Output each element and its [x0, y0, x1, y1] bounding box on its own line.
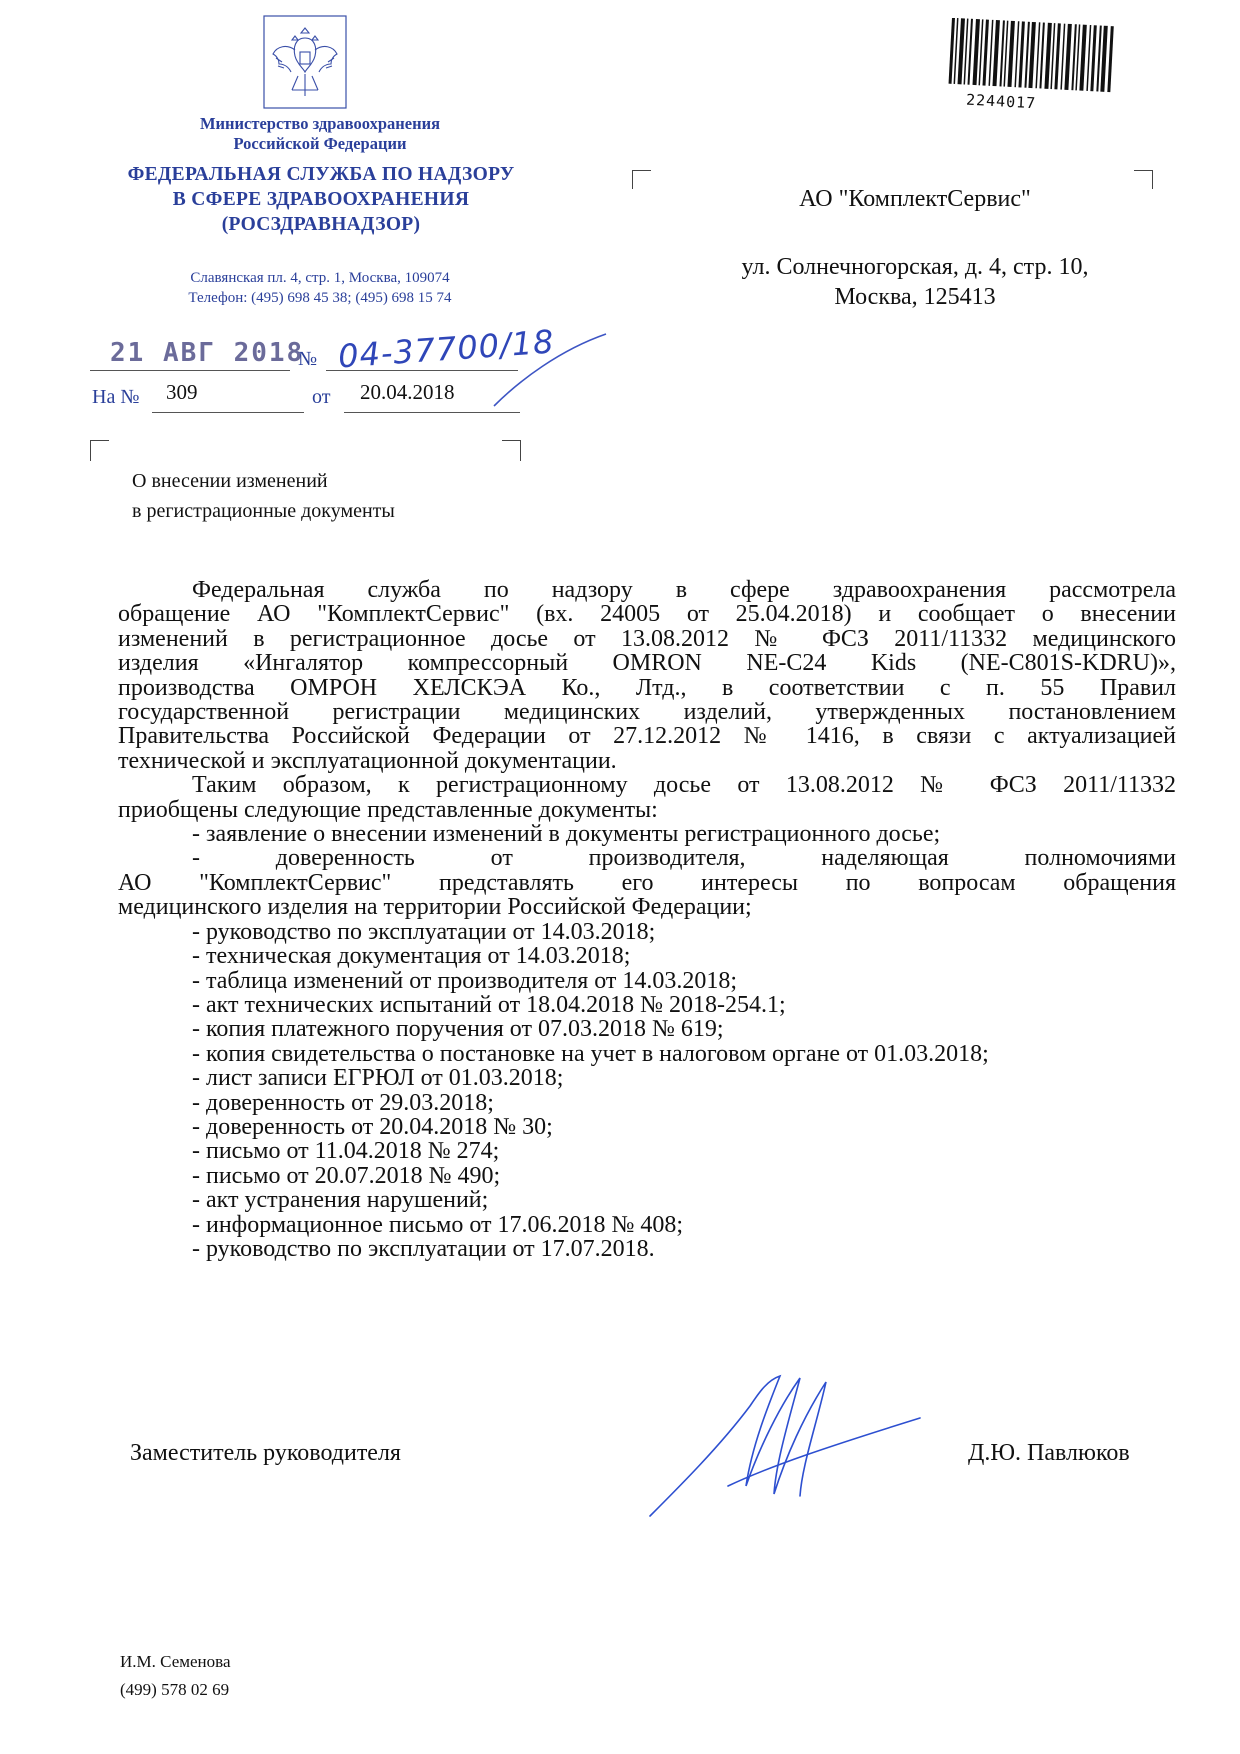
executor-phone: (499) 578 02 69: [120, 1680, 230, 1699]
body-line: государственной регистрации медицинских изделий, утвержденных постановлением: [118, 699, 1176, 726]
list-item: - письмо от 11.04.2018 № 274;: [192, 1138, 500, 1165]
reference-number-underline: [152, 412, 304, 413]
addressee-name: АО "КомплектСервис": [799, 186, 1031, 212]
service-name: [76, 162, 566, 237]
list-item: - заявление о внесении изменений в документы регистрационного досье;: [192, 821, 941, 848]
barcode-icon: [944, 18, 1120, 98]
list-item: - лист записи ЕГРЮЛ от 01.03.2018;: [192, 1065, 564, 1092]
addressee-address: [680, 252, 1150, 312]
reference-date: 20.04.2018: [360, 380, 455, 404]
body-line: Федеральная служба по надзору в сфере здравоохранения рассмотрела: [192, 577, 1176, 603]
body-line: Правительства Российской Федерации от 27.12.2012 № 1416, в связи с актуализацией: [118, 723, 1176, 750]
list-item: - техническая документация от 14.03.2018;: [192, 943, 631, 970]
addressee-city: Москва, 125413: [834, 284, 996, 310]
subject-line-2: в регистрационные документы: [132, 500, 395, 522]
reference-date-underline: [344, 412, 520, 413]
list-item: - письмо от 20.07.2018 № 490;: [192, 1162, 501, 1189]
letter-body: [118, 578, 1176, 1261]
registration-number-label: №: [298, 348, 318, 370]
registration-date-underline: [90, 370, 290, 371]
service-line-1: ФЕДЕРАЛЬНАЯ СЛУЖБА ПО НАДЗОРУ: [127, 164, 515, 185]
executor-name: И.М. Семенова: [120, 1652, 231, 1671]
list-item: - доверенность от 20.04.2018 № 30;: [192, 1113, 553, 1140]
addressee-street: ул. Солнечногорская, д. 4, стр. 10,: [741, 254, 1089, 280]
reference-number-label: На №: [92, 386, 140, 408]
list-item: - руководство по эксплуатации от 17.07.2018.: [192, 1235, 655, 1262]
service-contacts: [100, 268, 540, 308]
list-item: - руководство по эксплуатации от 14.03.2018;: [192, 918, 656, 945]
list-item: - информационное письмо от 17.06.2018 № 408;: [192, 1211, 684, 1238]
list-item: - доверенность от производителя, наделяющая полномочиями: [192, 845, 1176, 872]
registration-number-handwritten: 04-37700/18: [336, 322, 556, 376]
body-line: приобщены следующие представленные документы:: [118, 796, 658, 823]
signature-icon: [640, 1366, 930, 1526]
address-corner-right: [1134, 170, 1153, 189]
address-corner-left: [632, 170, 651, 189]
list-item: - таблица изменений от производителя от 14.03.2018;: [192, 967, 738, 994]
barcode-number: 2244017: [965, 90, 1037, 113]
handwritten-stroke-icon: [490, 330, 610, 410]
registration-date-stamp: 21 АВГ 2018: [110, 338, 305, 368]
service-address: Славянская пл. 4, стр. 1, Москва, 109074: [190, 270, 450, 286]
reference-number: 309: [166, 380, 198, 404]
signer-name: Д.Ю. Павлюков: [968, 1440, 1130, 1466]
body-line: обращение АО "КомплектСервис" (вх. 24005 от 25.04.2018) и сообщает о внесении: [118, 601, 1176, 628]
body-line: изменений в регистрационное досье от 13.08.2012 № ФСЗ 2011/11332 медицинского: [118, 625, 1176, 652]
ministry-line-2: Российской Федерации: [233, 134, 407, 153]
list-item: - акт технических испытаний от 18.04.2018 № 2018-254.1;: [192, 991, 786, 1018]
service-line-2: В СФЕРЕ ЗДРАВООХРАНЕНИЯ: [172, 189, 470, 210]
service-phone: Телефон: (495) 698 45 38; (495) 698 15 74: [188, 290, 452, 306]
subject-corner-right: [502, 440, 521, 461]
reference-date-label: от: [312, 386, 331, 408]
ministry-line-1: Министерство здравоохранения: [199, 114, 441, 133]
body-line: изделия «Ингалятор компрессорный OMRON NE-C24 Kids (NE-C801S-KDRU)»,: [118, 650, 1176, 677]
letter-subject: [132, 466, 532, 526]
body-line: производства ОМРОН ХЕЛСКЭА Ко., Лтд., в соответствии с п. 55 Правил: [118, 674, 1176, 701]
list-item: - акт устранения нарушений;: [192, 1187, 489, 1214]
body-line: технической и эксплуатационной документации.: [118, 747, 617, 774]
ministry-name: [120, 114, 520, 154]
list-item: - копия свидетельства о постановке на учет в налоговом органе от 01.03.2018;: [192, 1040, 989, 1067]
executor-info: [120, 1648, 230, 1704]
signer-position: Заместитель руководителя: [130, 1440, 401, 1466]
list-item-continuation: медицинского изделия на территории Российской Федерации;: [118, 894, 752, 921]
subject-line-1: О внесении изменений: [132, 470, 328, 492]
list-item: - копия платежного поручения от 07.03.2018 № 619;: [192, 1016, 724, 1043]
service-line-3: (РОСЗДРАВНАДЗОР): [221, 214, 421, 235]
coat-of-arms-icon: [262, 14, 348, 110]
body-line: Таким образом, к регистрационному досье от 13.08.2012 № ФСЗ 2011/11332: [192, 772, 1176, 799]
subject-corner-left: [90, 440, 109, 461]
list-item: - доверенность от 29.03.2018;: [192, 1089, 494, 1116]
list-item-continuation: АО "КомплектСервис" представлять его интересы по вопросам обращения: [118, 869, 1176, 896]
